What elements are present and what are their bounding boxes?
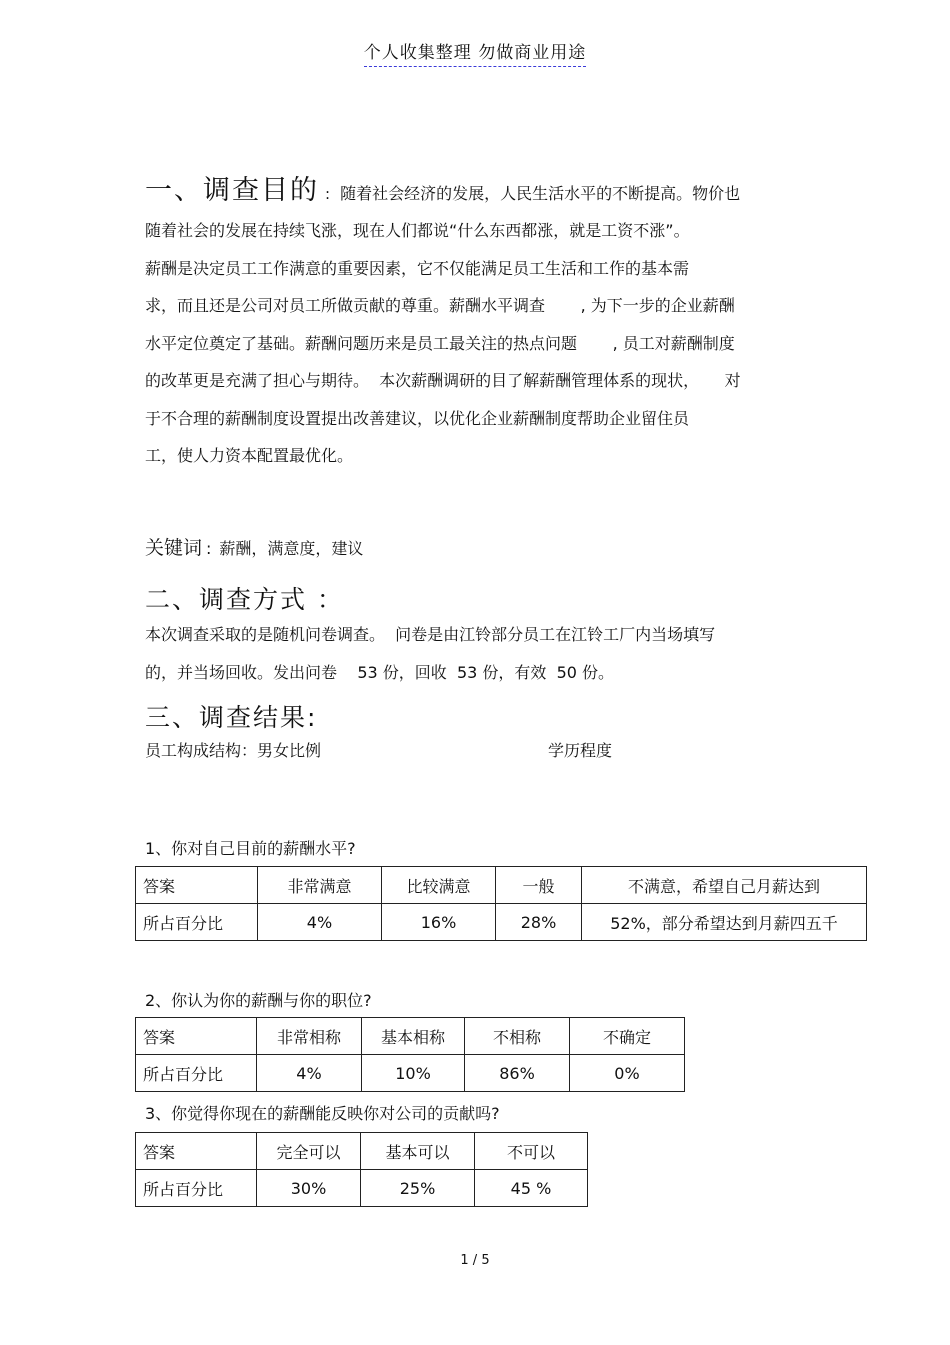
question-1-table	[135, 866, 867, 941]
table-row	[136, 904, 867, 941]
table-cell: 16%	[382, 904, 496, 941]
table-cell: 所占百分比	[136, 1170, 257, 1207]
table-cell: 所占百分比	[136, 904, 258, 941]
keywords-value: 薪酬，满意度，建议	[219, 538, 364, 558]
keywords-colon: :	[206, 538, 212, 558]
table-cell: 10%	[362, 1055, 465, 1092]
table-cell: 0%	[570, 1055, 685, 1092]
question-2-title: 2、你认为你的薪酬与你的职位?	[145, 991, 372, 1010]
paragraph-line: 本次调查采取的是随机问卷调查。 问卷是由江铃部分员工在江铃工厂内当场填写	[145, 624, 716, 644]
paragraph-line: 求，而且还是公司对员工所做贡献的尊重。薪酬水平调查 , 为下一步的企业薪酬	[145, 296, 735, 315]
section-1-heading: 一、调查目的	[145, 175, 319, 206]
section-3-heading: 三、调查结果:	[145, 702, 318, 732]
table-cell: 30%	[257, 1170, 361, 1207]
section-1-first-line: 随着社会经济的发展，人民生活水平的不断提高。物价也	[340, 184, 741, 203]
table-cell: 基本可以	[361, 1133, 475, 1170]
question-1-title: 1、你对自己目前的薪酬水平?	[145, 839, 356, 858]
table-row	[136, 1170, 588, 1207]
paragraph-line: 工，使人力资本配置最优化。	[145, 446, 354, 465]
table-header-row	[136, 867, 867, 904]
table-cell: 完全可以	[257, 1133, 361, 1170]
education-label: 学历程度	[548, 740, 613, 760]
table-cell: 45 %	[475, 1170, 588, 1207]
keywords-row	[145, 533, 825, 560]
table-cell: 所占百分比	[136, 1055, 257, 1092]
table-cell: 答案	[136, 867, 258, 904]
table-cell: 86%	[465, 1055, 570, 1092]
table-header-row	[136, 1133, 588, 1170]
table-cell: 不可以	[475, 1133, 588, 1170]
section-1-colon: :	[325, 185, 331, 203]
section-1-paragraph	[145, 212, 825, 475]
paragraph-line: 随着社会的发展在持续飞涨，现在人们都说“什么东西都涨，就是工资不涨”。	[145, 221, 690, 240]
paragraph-line: 的，并当场回收。发出问卷 53 份，回收 53 份，有效 50 份。	[145, 662, 615, 682]
table-row	[136, 1055, 685, 1092]
table-cell: 4%	[257, 1055, 362, 1092]
table-cell: 不相称	[465, 1018, 570, 1055]
page-header	[0, 38, 950, 67]
section-2-paragraph	[145, 616, 825, 692]
table-cell: 4%	[258, 904, 382, 941]
table-cell: 比较满意	[382, 867, 496, 904]
structure-label: 员工构成结构：男女比例	[145, 740, 322, 760]
table-cell: 52%，部分希望达到月薪四五千	[582, 904, 867, 941]
paragraph-line: 的改革更是充满了担心与期待。 本次薪酬调研的目了解薪酬管理体系的现状， 对	[145, 371, 741, 390]
table-cell: 一般	[496, 867, 582, 904]
employee-structure-row	[145, 738, 825, 768]
table-cell: 非常满意	[258, 867, 382, 904]
section-1-heading-row	[145, 168, 825, 212]
paragraph-line: 于不合理的薪酬制度设置提出改善建议，以优化企业薪酬制度帮助企业留住员	[145, 408, 690, 428]
table-cell: 基本相称	[362, 1018, 465, 1055]
section-2-heading: 二、调查方式 ：	[145, 584, 344, 614]
table-cell: 答案	[136, 1133, 257, 1170]
table-header-row	[136, 1018, 685, 1055]
keywords-label: 关键词	[145, 536, 203, 559]
paragraph-line: 水平定位奠定了基础。薪酬问题历来是员工最关注的热点问题 , 员工对薪酬制度	[145, 333, 735, 353]
table-cell: 不满意，希望自己月薪达到	[582, 867, 867, 904]
document-body	[145, 168, 825, 768]
table-cell: 25%	[361, 1170, 475, 1207]
table-cell: 不确定	[570, 1018, 685, 1055]
paragraph-line: 薪酬是决定员工工作满意的重要因素，它不仅能满足员工生活和工作的基本需	[145, 258, 690, 278]
question-3-table	[135, 1132, 588, 1207]
question-3-title: 3、你觉得你现在的薪酬能反映你对公司的贡献吗?	[145, 1104, 500, 1123]
table-cell: 答案	[136, 1018, 257, 1055]
header-title: 个人收集整理 勿做商业用途	[364, 38, 586, 67]
question-2-table	[135, 1017, 685, 1092]
table-cell: 28%	[496, 904, 582, 941]
table-cell: 非常相称	[257, 1018, 362, 1055]
page-number: 1 / 5	[460, 1253, 490, 1268]
